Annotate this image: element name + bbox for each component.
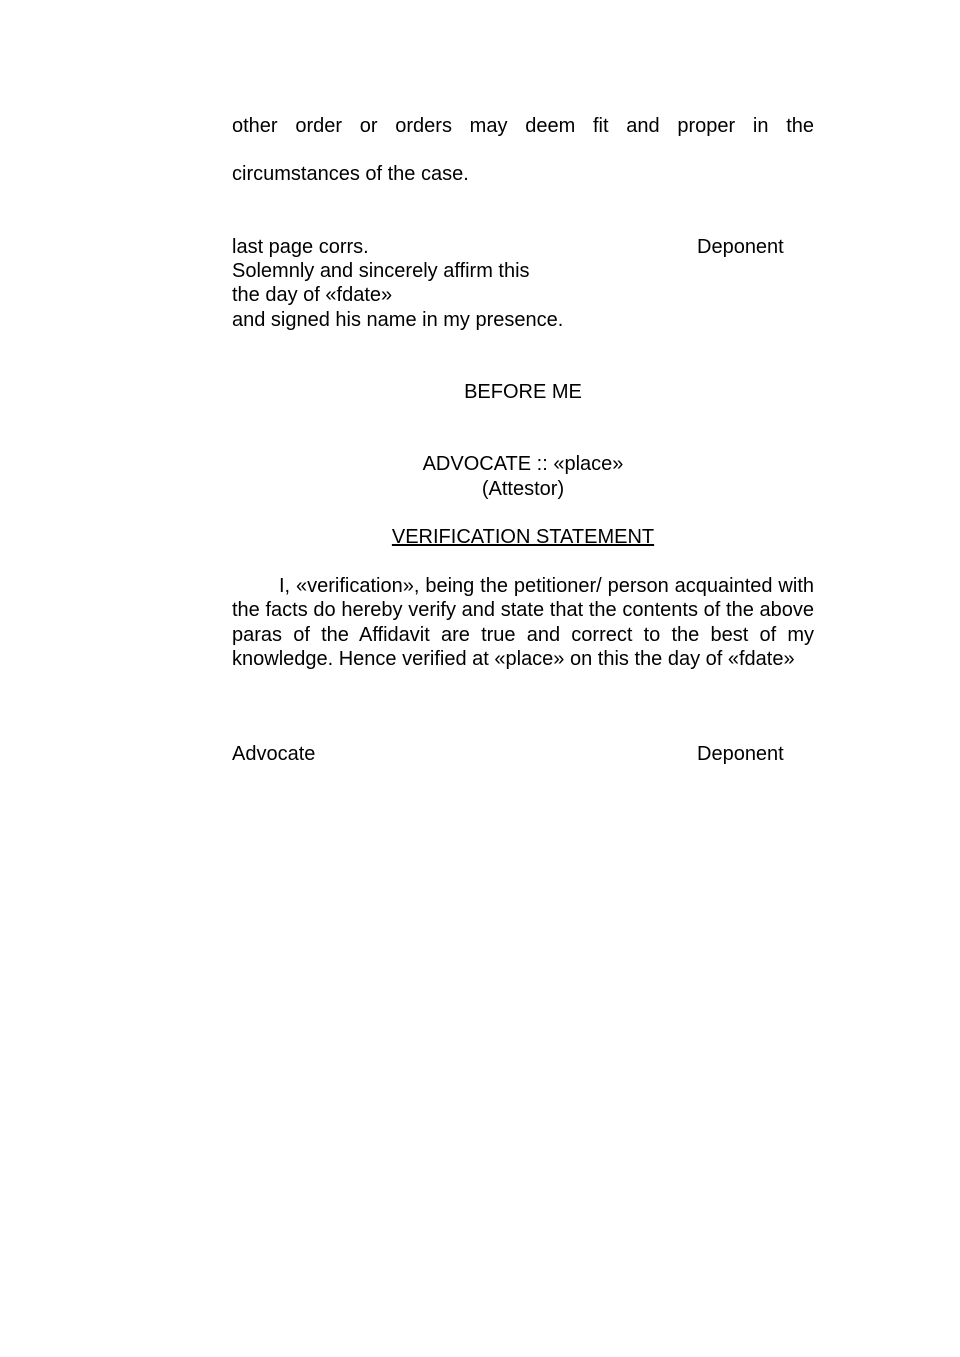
affirm-line-3: and signed his name in my presence. bbox=[232, 309, 564, 331]
deponent-label-top: Deponent bbox=[697, 236, 784, 258]
advocate-signature-label: Advocate bbox=[232, 743, 316, 765]
advocate-place-line: ADVOCATE :: «place» bbox=[422, 453, 624, 475]
verification-heading: VERIFICATION STATEMENT bbox=[391, 526, 655, 548]
prayer-line-1: other order or orders may deem fit and proper in the bbox=[232, 115, 814, 137]
attestor-label: (Attestor) bbox=[481, 478, 565, 500]
deponent-signature-label: Deponent bbox=[697, 743, 784, 765]
prayer-line-2: circumstances of the case. bbox=[232, 163, 469, 185]
last-page-corrs: last page corrs. bbox=[232, 236, 369, 258]
before-me-heading: BEFORE ME bbox=[464, 381, 582, 403]
verification-heading-wrap bbox=[232, 526, 814, 549]
affirm-line-2: the day of «fdate» bbox=[232, 284, 393, 306]
affirm-line-1: Solemnly and sincerely affirm this bbox=[232, 260, 530, 282]
verification-body: I, «verification», being the petitioner/ person acquainted with the facts do hereby verify and state that the contents of the above paras of the Affidavit are true and correct to the best of my knowledge. Hence verified at «place» on this the day of «fdate» bbox=[232, 575, 814, 671]
